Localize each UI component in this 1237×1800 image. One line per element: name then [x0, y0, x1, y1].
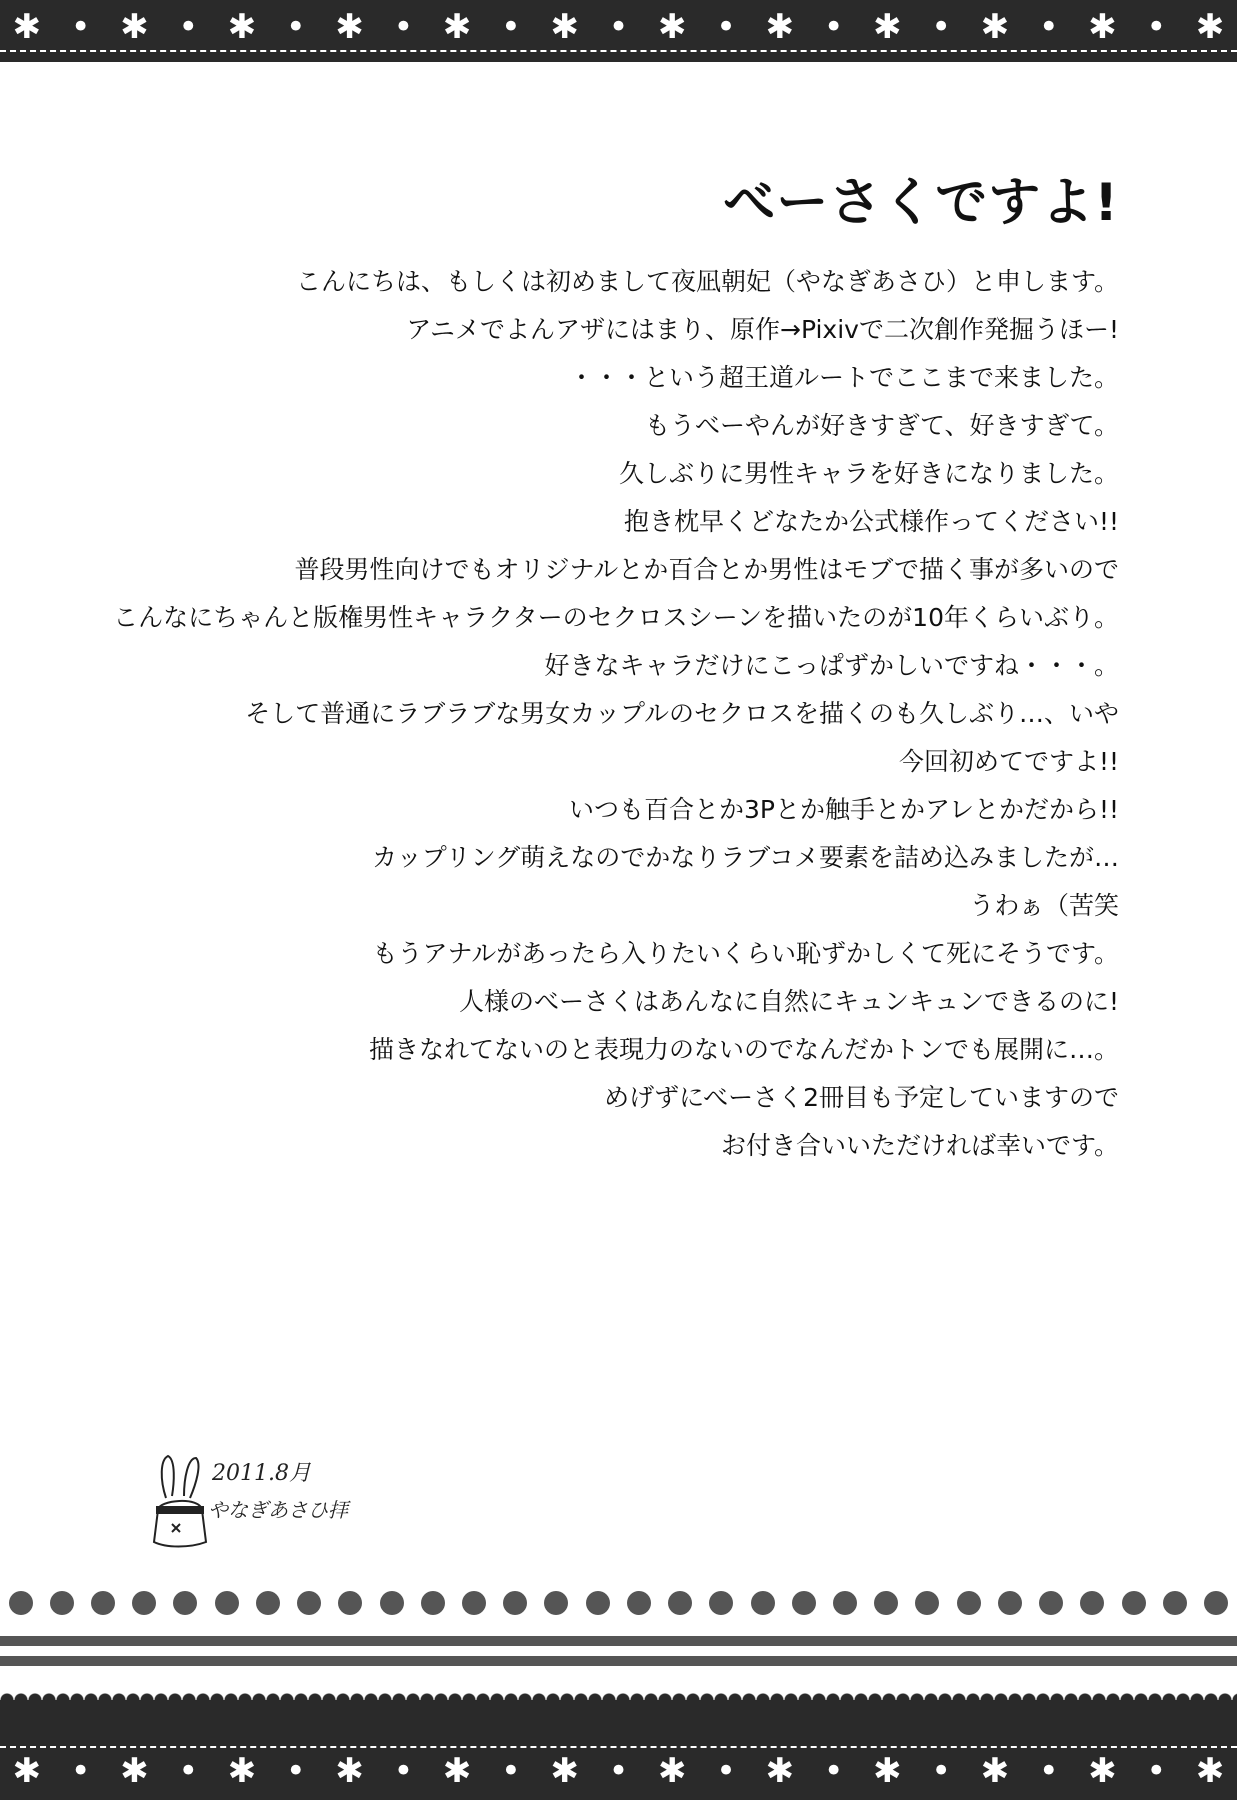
body-line: 抱き枕早くどなたか公式様作ってください!! — [623, 507, 1119, 536]
bottom-star-pattern: ✱ • ✱ • ✱ • ✱ • ✱ • ✱ • ✱ • ✱ • ✱ • ✱ • ✱ • ✱ — [12, 1751, 1225, 1791]
body-line: 久しぶりに男性キャラを好きになりました。 — [618, 459, 1119, 488]
body-line: そして普通にラブラブな男女カップルのセクロスを描くのも久しぶり…、いや — [245, 699, 1119, 728]
signature — [150, 1450, 390, 1560]
body-line: カップリング萌えなのでかなりラブコメ要素を詰め込みましたが… — [371, 843, 1119, 872]
body-line: ・・・という超王道ルートでここまで来ました。 — [568, 363, 1119, 392]
dot-divider — [0, 1590, 1237, 1616]
bottom-dashed-line — [0, 1746, 1237, 1748]
body-line: めげずにべーさく2冊目も予定していますので — [604, 1083, 1119, 1112]
body-line: もうアナルがあったら入りたいくらい恥ずかしくて死にそうです。 — [372, 939, 1119, 968]
rabbit-doodle-icon — [150, 1450, 210, 1550]
body-line: 描きなれてないのと表現力のないのでなんだかトンでも展開に…。 — [368, 1035, 1119, 1064]
stripe-divider — [0, 1656, 1237, 1666]
signature-date: 2011.8月 — [212, 1461, 311, 1486]
body-line: うわぁ（苦笑 — [969, 891, 1119, 920]
body-line: もうべーやんが好きすぎて、好きすぎて。 — [644, 411, 1119, 440]
bottom-border-band — [0, 1700, 1237, 1800]
body-line: こんにちは、もしくは初めまして夜凪朝妃（やなぎあさひ）と申します。 — [295, 267, 1119, 296]
body-line: いつも百合とか3Pとか触手とかアレとかだから!! — [568, 795, 1119, 824]
body-line: 普段男性向けでもオリジナルとか百合とか男性はモブで描く事が多いので — [294, 555, 1119, 584]
page-title: べーさくですよ! — [723, 173, 1119, 233]
top-scallop-edge — [0, 62, 1237, 76]
body-line: 好きなキャラだけにこっぱずかしいですね・・・。 — [544, 651, 1119, 680]
top-border-band — [0, 0, 1237, 62]
stripe-divider — [0, 1636, 1237, 1646]
body-line: お付き合いいただければ幸いです。 — [720, 1131, 1119, 1160]
body-line: 今回初めてですよ!! — [898, 747, 1119, 776]
top-star-pattern: ✱ • ✱ • ✱ • ✱ • ✱ • ✱ • ✱ • ✱ • ✱ • ✱ • ✱ • ✱ — [12, 7, 1225, 47]
body-text — [19, 258, 1119, 1170]
bottom-scallop-edge — [0, 1686, 1237, 1700]
signature-name: やなぎあさひ拝 — [208, 1498, 348, 1522]
body-line: 人様のべーさくはあんなに自然にキュンキュンできるのに! — [458, 987, 1119, 1016]
top-dashed-line — [0, 50, 1237, 52]
body-line: アニメでよんアザにはまり、原作→Pixivで二次創作発掘うほー! — [406, 315, 1119, 344]
body-line: こんなにちゃんと版権男性キャラクターのセクロスシーンを描いたのが10年くらいぶり。 — [113, 603, 1119, 632]
